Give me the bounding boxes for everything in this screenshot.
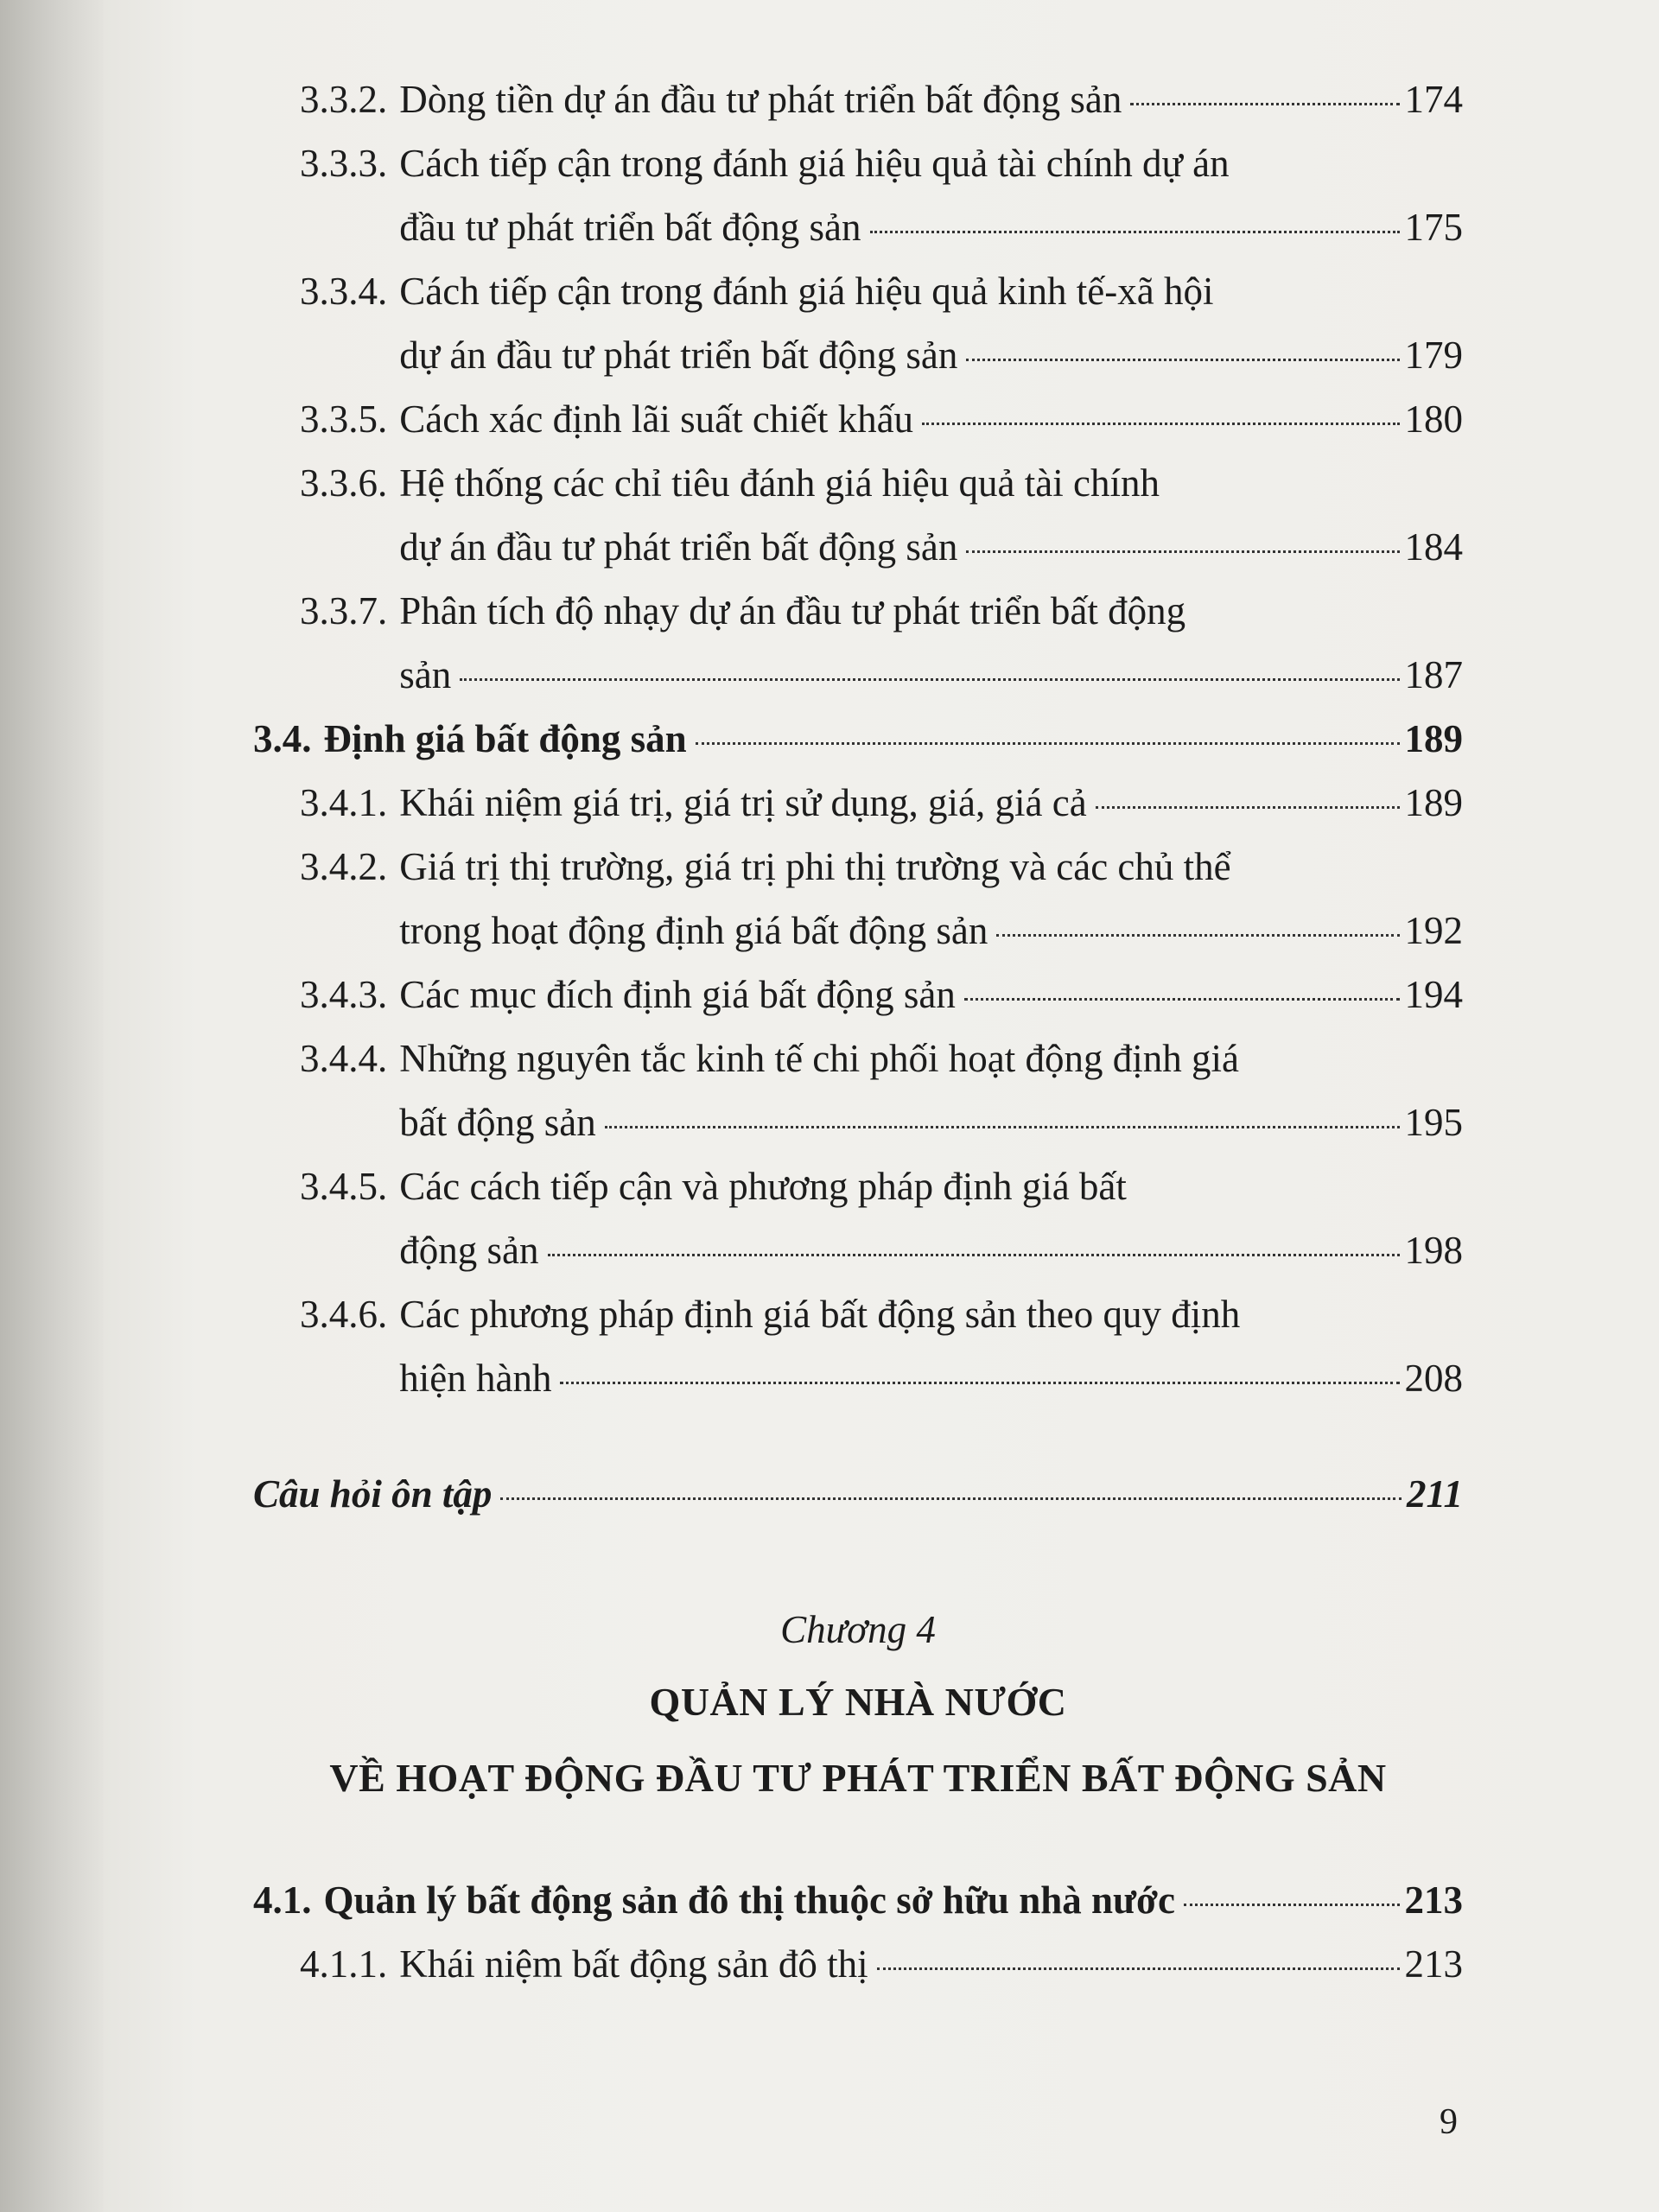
toc-entry-page: 198 (1404, 1229, 1463, 1272)
toc-entry-title-line: Khái niệm giá trị, giá trị sử dụng, giá, giá cả (399, 781, 1087, 824)
leader-dots (922, 423, 1399, 425)
toc-entry-title-line: trong hoạt động định giá bất động sản (399, 909, 988, 952)
toc-entry (300, 451, 1463, 579)
review-page: 211 (1406, 1472, 1463, 1516)
toc-entry-number: 3.4.2. (300, 845, 388, 888)
toc-entry-title-line: dự án đầu tư phát triển bất động sản (399, 334, 958, 377)
toc-entry-title-line: Quản lý bất động sản đô thị thuộc sở hữu nhà nước (323, 1878, 1175, 1922)
toc-entry-page: 189 (1404, 717, 1463, 760)
toc-entry-title-line: Phân tích độ nhạy dự án đầu tư phát triển bất động (399, 589, 1186, 632)
leader-dots (1130, 103, 1399, 105)
toc-entry (300, 771, 1463, 835)
leader-dots (966, 550, 1399, 553)
toc-entry-page: 192 (1404, 909, 1463, 952)
toc-entry-title-line: dự án đầu tư phát triển bất động sản (399, 525, 958, 569)
toc-entry-number: 3.4.4. (300, 1037, 388, 1080)
toc-entry-title-line: Cách tiếp cận trong đánh giá hiệu quả tài chính dự án (399, 142, 1230, 185)
toc-entry-title-line: Các cách tiếp cận và phương pháp định giá bất (399, 1165, 1127, 1208)
toc-entry-number: 3.3.7. (300, 589, 388, 632)
leader-dots (605, 1126, 1400, 1128)
toc-entry (300, 579, 1463, 707)
toc-entry-page: 195 (1404, 1101, 1463, 1144)
toc-entry-page: 208 (1404, 1357, 1463, 1400)
toc-entry-number: 3.4.3. (300, 973, 388, 1016)
toc-entry-page: 213 (1404, 1878, 1463, 1922)
toc-entry-title-line: Dòng tiền dự án đầu tư phát triển bất động sản (399, 78, 1122, 121)
toc-entry-title-line: Cách xác định lãi suất chiết khấu (399, 397, 914, 441)
toc-entry-number: 3.4.6. (300, 1293, 388, 1336)
toc-list-chapter-4 (253, 1868, 1463, 1996)
toc-entry (300, 387, 1463, 451)
toc-entry (300, 131, 1463, 259)
toc-entry-page: 174 (1404, 78, 1463, 121)
toc-entry (300, 259, 1463, 387)
leader-dots (696, 742, 1400, 745)
leader-dots (460, 678, 1399, 681)
leader-dots (560, 1382, 1399, 1384)
page-number: 9 (1440, 2102, 1458, 2142)
toc-entry-title-line: bất động sản (399, 1101, 596, 1144)
leader-dots (877, 1967, 1400, 1970)
book-spine (0, 0, 104, 2212)
toc-entry-title-line: Các mục đích định giá bất động sản (399, 973, 956, 1016)
toc-entry-number: 3.3.2. (300, 78, 388, 121)
toc-entry-number: 4.1.1. (300, 1942, 388, 1986)
toc-entry-page: 213 (1404, 1942, 1463, 1986)
toc-entry-title-line: Các phương pháp định giá bất động sản theo quy định (399, 1293, 1241, 1336)
leader-dots (996, 934, 1399, 937)
chapter-title-line1: QUẢN LÝ NHÀ NƯỚC (649, 1680, 1067, 1724)
toc-entry (300, 1027, 1463, 1154)
toc-entry-title-line: động sản (399, 1229, 539, 1272)
leader-dots (548, 1254, 1400, 1256)
leader-dots (966, 359, 1399, 361)
toc-entry (300, 1932, 1463, 1996)
toc-entry-title-line: Cách tiếp cận trong đánh giá hiệu quả kinh tế-xã hội (399, 270, 1214, 313)
toc-entry-title-line: Giá trị thị trường, giá trị phi thị trường và các chủ thể (399, 845, 1231, 888)
toc-entry-number: 3.4.5. (300, 1165, 388, 1208)
toc-entry-page: 180 (1404, 397, 1463, 441)
toc-entry (300, 835, 1463, 963)
toc-entry (300, 1282, 1463, 1410)
table-of-contents (253, 67, 1463, 1996)
toc-entry-page: 189 (1404, 781, 1463, 824)
toc-entry (253, 707, 1463, 771)
toc-entry-page: 184 (1404, 525, 1463, 569)
toc-entry-page: 187 (1404, 653, 1463, 696)
toc-entry-title-line: Định giá bất động sản (323, 717, 687, 760)
toc-entry-number: 3.3.3. (300, 142, 388, 185)
toc-entry-page: 194 (1404, 973, 1463, 1016)
toc-entry (253, 1868, 1463, 1932)
toc-entry-title-line: Hệ thống các chỉ tiêu đánh giá hiệu quả tài chính (399, 461, 1160, 505)
leader-dots (1096, 806, 1400, 809)
review-questions-entry (253, 1462, 1463, 1526)
toc-entry-number: 4.1. (253, 1878, 312, 1922)
toc-entry-title-line: Những nguyên tắc kinh tế chi phối hoạt động định giá (399, 1037, 1239, 1080)
toc-entry-title-line: hiện hành (399, 1357, 552, 1400)
toc-entry-page: 179 (1404, 334, 1463, 377)
toc-entry-title-line: sản (399, 653, 452, 696)
toc-entry-title-line: đầu tư phát triển bất động sản (399, 206, 861, 249)
toc-list (253, 67, 1463, 1410)
toc-entry-number: 3.3.4. (300, 270, 388, 313)
toc-entry-number: 3.3.6. (300, 461, 388, 505)
chapter-heading (253, 1595, 1463, 1816)
toc-entry-title-line: Khái niệm bất động sản đô thị (399, 1942, 868, 1986)
toc-entry-number: 3.4.1. (300, 781, 388, 824)
toc-entry (300, 67, 1463, 131)
toc-entry (300, 963, 1463, 1027)
chapter-label: Chương 4 (780, 1608, 936, 1651)
chapter-title-line2: VỀ HOẠT ĐỘNG ĐẦU TƯ PHÁT TRIỂN BẤT ĐỘNG SẢN (329, 1756, 1387, 1800)
toc-entry-page: 175 (1404, 206, 1463, 249)
toc-entry (300, 1154, 1463, 1282)
leader-dots (1184, 1904, 1400, 1906)
toc-entry-number: 3.3.5. (300, 397, 388, 441)
toc-entry-number: 3.4. (253, 717, 312, 760)
leader-dots (500, 1497, 1402, 1500)
leader-dots (870, 231, 1400, 233)
review-label: Câu hỏi ôn tập (253, 1472, 493, 1516)
leader-dots (964, 998, 1400, 1001)
